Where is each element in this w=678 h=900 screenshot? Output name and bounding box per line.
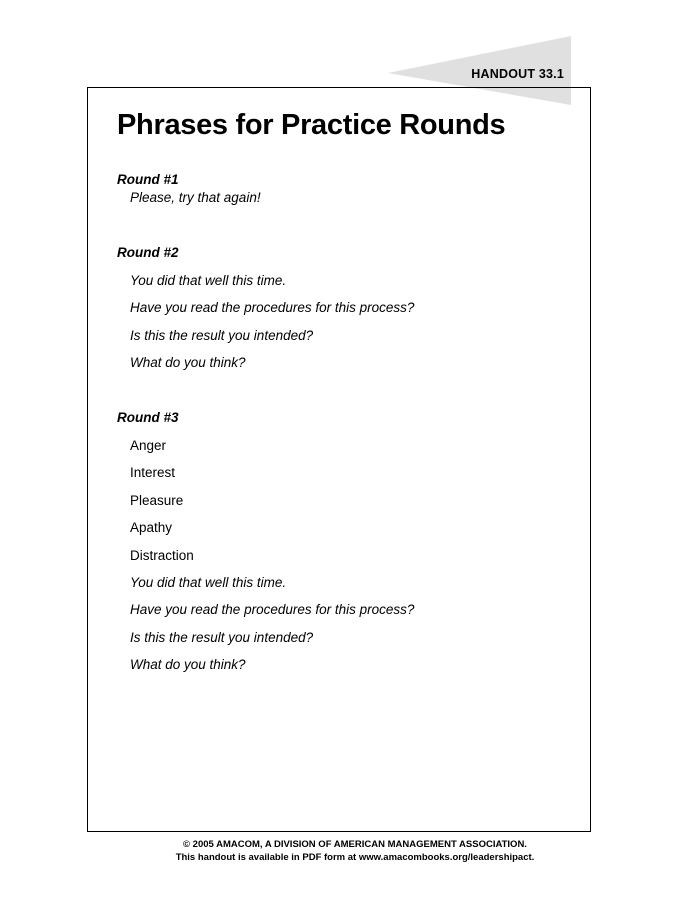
round-3-phrase: What do you think? bbox=[130, 657, 246, 672]
round-3-phrase: Have you read the procedures for this process? bbox=[130, 602, 415, 617]
round-2-heading: Round #2 bbox=[117, 245, 179, 260]
page-title: Phrases for Practice Rounds bbox=[117, 109, 506, 141]
pdf-availability-notice: This handout is available in PDF form at www.amacombooks.org/leadershipact. bbox=[175, 852, 535, 863]
round-3-emotion: Pleasure bbox=[130, 493, 184, 508]
round-2-phrase: Have you read the procedures for this process? bbox=[130, 300, 415, 315]
copyright-notice: © 2005 AMACOM, A DIVISION OF AMERICAN MANAGEMENT ASSOCIATION. bbox=[183, 839, 527, 850]
round-3-heading: Round #3 bbox=[117, 410, 179, 425]
round-2-phrase: You did that well this time. bbox=[130, 273, 287, 288]
round-1-heading: Round #1 bbox=[117, 172, 179, 187]
page-footer bbox=[0, 838, 678, 864]
round-2-phrase: Is this the result you intended? bbox=[130, 328, 314, 343]
round-2-phrase: What do you think? bbox=[130, 355, 246, 370]
handout-number: HANDOUT 33.1 bbox=[471, 67, 564, 81]
round-3-emotion: Interest bbox=[130, 465, 176, 480]
round-3-emotion: Apathy bbox=[130, 520, 173, 535]
round-3-emotion: Anger bbox=[130, 438, 167, 453]
round-3-phrase: You did that well this time. bbox=[130, 575, 287, 590]
round-3-emotion: Distraction bbox=[130, 548, 194, 563]
round-1-phrase: Please, try that again! bbox=[130, 190, 261, 205]
round-3-phrase: Is this the result you intended? bbox=[130, 630, 314, 645]
